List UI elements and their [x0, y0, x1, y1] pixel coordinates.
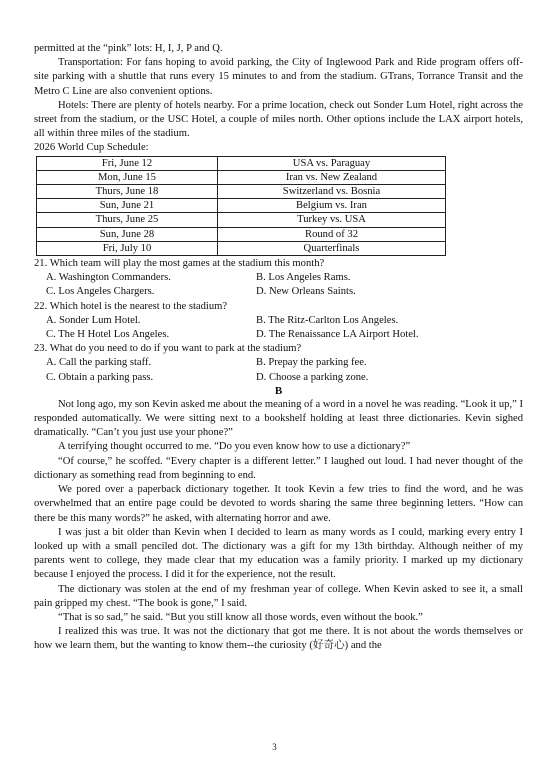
option-row	[34, 356, 523, 370]
option-row	[34, 271, 523, 285]
option-row	[34, 314, 523, 328]
schedule-date: Thurs, June 18	[37, 185, 218, 199]
passage-paragraph: “That is so sad,” he said. “But you still know all those words, even without the book.”	[58, 611, 423, 623]
page-number: 3	[272, 742, 277, 752]
schedule-row	[37, 213, 446, 227]
schedule-match: Switzerland vs. Bosnia	[218, 185, 446, 199]
schedule-date: Mon, June 15	[37, 170, 218, 184]
paragraph-parking-continued: permitted at the “pink” lots: H, I, J, P and Q.	[34, 43, 223, 54]
answer-option: A. Washington Commanders.	[46, 272, 171, 284]
schedule-date: Sun, June 21	[37, 199, 218, 213]
schedule-date: Sun, June 28	[37, 227, 218, 241]
schedule-date: Thurs, June 25	[37, 213, 218, 227]
answer-option: D. The Renaissance LA Airport Hotel.	[256, 329, 419, 341]
answer-option: D. New Orleans Saints.	[256, 286, 356, 298]
schedule-row	[37, 199, 446, 213]
schedule-match: Quarterfinals	[218, 241, 446, 255]
answer-option: C. Obtain a parking pass.	[46, 371, 154, 383]
schedule-row	[37, 185, 446, 199]
passage-paragraph: Not long ago, my son Kevin asked me about the meaning of a word in a novel he was reading. “Look it up,” I responded automatically. We were sitting next to a bookshelf holding at least three dictionaries. Kevin sighed dramatically. “Can’t you just use your phone?”	[34, 398, 523, 439]
option-row	[34, 328, 523, 342]
schedule-date: Fri, June 12	[37, 156, 218, 170]
question-stem: 21. Which team will play the most games at the stadium this month?	[34, 258, 325, 270]
answer-option: D. Choose a parking zone.	[256, 371, 369, 383]
question-stem: 22. Which hotel is the nearest to the stadium?	[34, 300, 228, 312]
schedule-match: USA vs. Paraguay	[218, 156, 446, 170]
passage-paragraph: A terrifying thought occurred to me. “Do you even know how to use a dictionary?”	[58, 441, 411, 453]
paragraph-hotels: Hotels: There are plenty of hotels nearby. For a prime location, check out Sonder Lum Hotel, right across the street from the stadium, or the USC Hotel, a couple of miles north. Other options include the LAX airport hotels, all within three miles of the stadium.	[34, 99, 523, 140]
schedule-match: Round of 32	[218, 227, 446, 241]
answer-option: C. Los Angeles Chargers.	[46, 286, 155, 298]
passage-b	[34, 398, 523, 654]
schedule-row	[37, 170, 446, 184]
answer-option: A. Call the parking staff.	[46, 357, 152, 369]
question-list	[34, 257, 523, 385]
schedule-row	[37, 227, 446, 241]
passage-paragraph: I was just a bit older than Kevin when I decided to learn as many words as I could, marking every entry I looked up with a small penciled dot. The dictionary was a gift for my 13th birthday. Although neither of my parents went to college, they made clear that my education was a family priority. I marked up my dictionary because I enjoyed the process. I did it for the experience, not the result.	[34, 526, 523, 581]
schedule-row	[37, 156, 446, 170]
answer-option: B. The Ritz-Carlton Los Angeles.	[256, 314, 399, 326]
passage-paragraph: I realized this was true. It was not the dictionary that got me there. It is not about the words themselves or how we learn them, but the wanting to know them--the curiosity (好奇心) and the	[34, 626, 523, 652]
schedule-match: Turkey vs. USA	[218, 213, 446, 227]
schedule-date: Fri, July 10	[37, 241, 218, 255]
schedule-match: Belgium vs. Iran	[218, 199, 446, 213]
paragraph-transportation: Transportation: For fans hoping to avoid parking, the City of Inglewood Park and Ride program offers off-site parking with a shuttle that runs every 15 minutes to and from the stadium. GTrans, Torrance Transit and the Metro C Line are also convenient options.	[34, 57, 523, 97]
schedule-title: 2026 World Cup Schedule:	[34, 142, 149, 154]
answer-option: C. The H Hotel Los Angeles.	[46, 329, 170, 341]
answer-option: B. Los Angeles Rams.	[256, 272, 351, 284]
passage-paragraph: “Of course,” he scoffed. “Every chapter is a different letter.” I laughed out loud. I had never thought of the dictionary as something read from beginning to end.	[34, 455, 523, 481]
option-row	[34, 285, 523, 299]
schedule-match: Iran vs. New Zealand	[218, 170, 446, 184]
schedule-table	[36, 156, 446, 256]
passage-paragraph: We pored over a paperback dictionary together. It took Kevin a few tries to find the word, and he was overwhelmed that an entire page could be devoted to words sharing the same three beginning letters. “How can there be this many words?” he asked, with alternating horror and awe.	[34, 484, 523, 524]
page-content	[34, 42, 523, 654]
schedule-row	[37, 241, 446, 255]
question-stem: 23. What do you need to do if you want to park at the stadium?	[34, 343, 302, 355]
answer-option: A. Sonder Lum Hotel.	[46, 314, 141, 326]
answer-option: B. Prepay the parking fee.	[256, 357, 367, 369]
section-heading: B	[274, 384, 283, 397]
option-row	[34, 371, 523, 385]
passage-paragraph: The dictionary was stolen at the end of my freshman year of college. When Kevin asked to see it, a small pain gripped my chest. “The book is gone,” I said.	[34, 583, 523, 609]
